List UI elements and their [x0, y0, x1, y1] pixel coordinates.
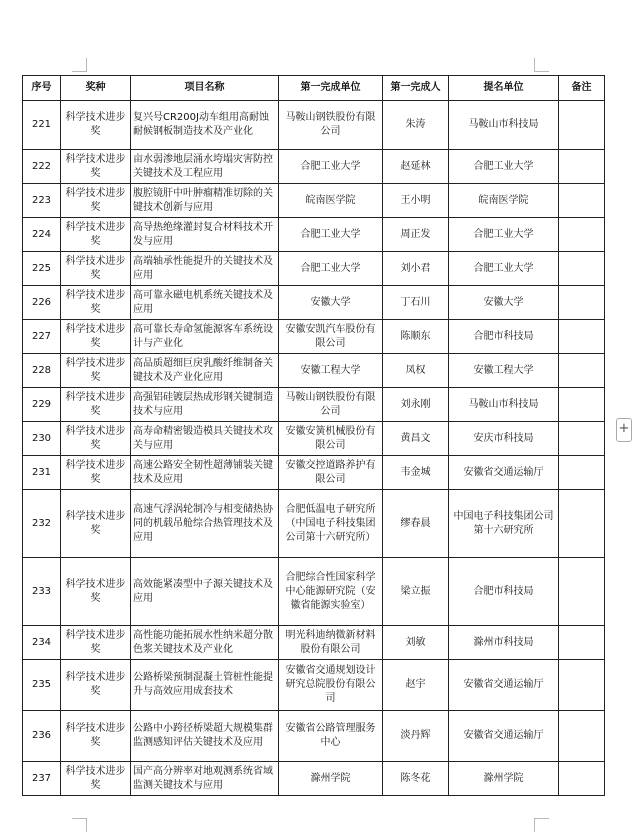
cell-award: 科学技术进步奖	[61, 320, 131, 354]
crop-mark	[72, 818, 87, 819]
cell-person: 刘敏	[383, 626, 449, 660]
cell-project: 高品质超细巨戾乳酸纤维制备关键技术及产业化应用	[131, 354, 279, 388]
cell-project: 高性能功能拓展水性纳米超分散色浆关键技术及产业化	[131, 626, 279, 660]
cell-no: 221	[23, 101, 61, 150]
cell-person: 赵宇	[383, 660, 449, 711]
cell-award: 科学技术进步奖	[61, 184, 131, 218]
cell-unit: 明光科迪纳微新材料股份有限公司	[279, 626, 383, 660]
cell-award: 科学技术进步奖	[61, 252, 131, 286]
cell-nominator: 合肥市科技局	[449, 558, 559, 626]
award-table	[22, 75, 605, 796]
crop-mark	[534, 71, 549, 72]
cell-person: 朱涛	[383, 101, 449, 150]
cell-no: 222	[23, 150, 61, 184]
cell-no: 231	[23, 456, 61, 490]
cell-note	[559, 218, 605, 252]
cell-unit: 安徽安簧机械股份有限公司	[279, 422, 383, 456]
cell-unit: 滁州学院	[279, 762, 383, 796]
cell-unit: 合肥综合性国家科学中心能源研究院（安徽省能源实验室）	[279, 558, 383, 626]
cell-note	[559, 252, 605, 286]
cell-unit: 安徽省交通规划设计研究总院股份有限公司	[279, 660, 383, 711]
cell-unit: 马鞍山钢铁股份有限公司	[279, 101, 383, 150]
crop-mark	[86, 58, 87, 72]
cell-person: 周正发	[383, 218, 449, 252]
cell-unit: 皖南医学院	[279, 184, 383, 218]
table-row	[23, 218, 605, 252]
cell-nominator: 滁州学院	[449, 762, 559, 796]
cell-nominator: 马鞍山市科技局	[449, 388, 559, 422]
table-row	[23, 762, 605, 796]
cell-no: 233	[23, 558, 61, 626]
cell-person: 陈顺东	[383, 320, 449, 354]
cell-person: 凤权	[383, 354, 449, 388]
header-unit: 第一完成单位	[279, 76, 383, 101]
header-project: 项目名称	[131, 76, 279, 101]
cell-note	[559, 762, 605, 796]
crop-mark	[534, 818, 535, 832]
cell-no: 232	[23, 490, 61, 558]
cell-unit: 安徽大学	[279, 286, 383, 320]
table-row	[23, 354, 605, 388]
cell-no: 229	[23, 388, 61, 422]
cell-nominator: 合肥工业大学	[449, 252, 559, 286]
cell-unit: 合肥工业大学	[279, 150, 383, 184]
cell-award: 科学技术进步奖	[61, 558, 131, 626]
cell-note	[559, 320, 605, 354]
cell-project: 高可靠永磁电机系统关键技术及应用	[131, 286, 279, 320]
cell-unit: 马鞍山钢铁股份有限公司	[279, 388, 383, 422]
cell-project: 国产高分辨率对地观测系统省域监测关键技术与应用	[131, 762, 279, 796]
cell-no: 228	[23, 354, 61, 388]
table-row	[23, 101, 605, 150]
cell-nominator: 安徽省交通运输厅	[449, 711, 559, 762]
table-row	[23, 422, 605, 456]
table-row	[23, 252, 605, 286]
header-no: 序号	[23, 76, 61, 101]
cell-no: 227	[23, 320, 61, 354]
cell-project: 复兴号CR200J动车组用高耐蚀耐候钢板制造技术及产业化	[131, 101, 279, 150]
cell-project: 高寿命精密锻造模具关键技术攻关与应用	[131, 422, 279, 456]
cell-nominator: 马鞍山市科技局	[449, 101, 559, 150]
cell-no: 235	[23, 660, 61, 711]
cell-nominator: 滁州市科技局	[449, 626, 559, 660]
table-row	[23, 660, 605, 711]
cell-nominator: 中国电子科技集团公司第十六研究所	[449, 490, 559, 558]
cell-note	[559, 354, 605, 388]
header-nominator: 提名单位	[449, 76, 559, 101]
cell-award: 科学技术进步奖	[61, 711, 131, 762]
cell-project: 高导热绝缘灌封复合材料技术开发与应用	[131, 218, 279, 252]
cell-note	[559, 711, 605, 762]
cell-note	[559, 490, 605, 558]
cell-award: 科学技术进步奖	[61, 388, 131, 422]
add-row-icon[interactable]: +	[616, 418, 632, 442]
crop-mark	[86, 818, 87, 832]
cell-note	[559, 150, 605, 184]
cell-award: 科学技术进步奖	[61, 422, 131, 456]
crop-mark	[534, 58, 535, 72]
cell-nominator: 合肥市科技局	[449, 320, 559, 354]
cell-award: 科学技术进步奖	[61, 456, 131, 490]
cell-unit: 安徽交控道路养护有限公司	[279, 456, 383, 490]
cell-award: 科学技术进步奖	[61, 101, 131, 150]
cell-note	[559, 660, 605, 711]
cell-no: 226	[23, 286, 61, 320]
cell-nominator: 安徽省交通运输厅	[449, 456, 559, 490]
table-row	[23, 286, 605, 320]
cell-unit: 安徽安凯汽车股份有限公司	[279, 320, 383, 354]
cell-project: 亩水弱渗地层涌水垮塌灾害防控关键技术及工程应用	[131, 150, 279, 184]
cell-award: 科学技术进步奖	[61, 218, 131, 252]
cell-project: 高可靠长寿命氢能源客车系统设计与产业化	[131, 320, 279, 354]
cell-unit: 安徽工程大学	[279, 354, 383, 388]
table-row	[23, 626, 605, 660]
header-person: 第一完成人	[383, 76, 449, 101]
cell-no: 230	[23, 422, 61, 456]
table-row	[23, 456, 605, 490]
cell-nominator: 合肥工业大学	[449, 150, 559, 184]
cell-no: 236	[23, 711, 61, 762]
cell-person: 梁立振	[383, 558, 449, 626]
cell-project: 高强铝硅镀层热成形钢关键制造技术与应用	[131, 388, 279, 422]
table-row	[23, 388, 605, 422]
cell-project: 公路中小跨径桥梁超大规模集群监测感知评估关键技术及应用	[131, 711, 279, 762]
table-row	[23, 184, 605, 218]
cell-nominator: 合肥工业大学	[449, 218, 559, 252]
cell-person: 丁石川	[383, 286, 449, 320]
cell-note	[559, 558, 605, 626]
cell-nominator: 安徽大学	[449, 286, 559, 320]
cell-unit: 合肥工业大学	[279, 252, 383, 286]
cell-nominator: 安徽工程大学	[449, 354, 559, 388]
cell-award: 科学技术进步奖	[61, 660, 131, 711]
cell-project: 高端轴承性能提升的关键技术及应用	[131, 252, 279, 286]
cell-note	[559, 101, 605, 150]
header-note: 备注	[559, 76, 605, 101]
cell-note	[559, 286, 605, 320]
cell-person: 淡丹辉	[383, 711, 449, 762]
table-row	[23, 150, 605, 184]
cell-award: 科学技术进步奖	[61, 626, 131, 660]
cell-person: 黄昌文	[383, 422, 449, 456]
cell-no: 234	[23, 626, 61, 660]
header-award: 奖种	[61, 76, 131, 101]
cell-no: 237	[23, 762, 61, 796]
table-header-row	[23, 76, 605, 101]
cell-award: 科学技术进步奖	[61, 150, 131, 184]
cell-project: 腹腔镜肝中叶肿瘤精准切除的关键技术创新与应用	[131, 184, 279, 218]
cell-award: 科学技术进步奖	[61, 762, 131, 796]
cell-award: 科学技术进步奖	[61, 490, 131, 558]
cell-person: 赵延林	[383, 150, 449, 184]
cell-no: 225	[23, 252, 61, 286]
cell-person: 陈冬花	[383, 762, 449, 796]
table-row	[23, 711, 605, 762]
cell-project: 高速公路安全韧性超薄铺装关键技术及应用	[131, 456, 279, 490]
cell-unit: 安徽省公路管理服务中心	[279, 711, 383, 762]
cell-unit: 合肥工业大学	[279, 218, 383, 252]
cell-person: 缪春晨	[383, 490, 449, 558]
table-row	[23, 558, 605, 626]
cell-award: 科学技术进步奖	[61, 354, 131, 388]
cell-person: 刘永刚	[383, 388, 449, 422]
cell-note	[559, 626, 605, 660]
cell-person: 韦金城	[383, 456, 449, 490]
cell-no: 224	[23, 218, 61, 252]
table-row	[23, 490, 605, 558]
cell-note	[559, 184, 605, 218]
cell-project: 高速气浮涡轮制冷与相变储热协同的机载吊舱综合热管理技术及应用	[131, 490, 279, 558]
cell-person: 刘小君	[383, 252, 449, 286]
cell-note	[559, 388, 605, 422]
cell-nominator: 安徽省交通运输厅	[449, 660, 559, 711]
cell-project: 公路桥梁预制混凝土管桩性能提升与高效应用成套技术	[131, 660, 279, 711]
crop-mark	[72, 71, 87, 72]
cell-project: 高效能紧凑型中子源关键技术及应用	[131, 558, 279, 626]
cell-unit: 合肥低温电子研究所（中国电子科技集团公司第十六研究所）	[279, 490, 383, 558]
cell-note	[559, 422, 605, 456]
cell-nominator: 皖南医学院	[449, 184, 559, 218]
cell-nominator: 安庆市科技局	[449, 422, 559, 456]
cell-no: 223	[23, 184, 61, 218]
crop-mark	[534, 818, 549, 819]
cell-award: 科学技术进步奖	[61, 286, 131, 320]
cell-note	[559, 456, 605, 490]
cell-person: 王小明	[383, 184, 449, 218]
table-row	[23, 320, 605, 354]
